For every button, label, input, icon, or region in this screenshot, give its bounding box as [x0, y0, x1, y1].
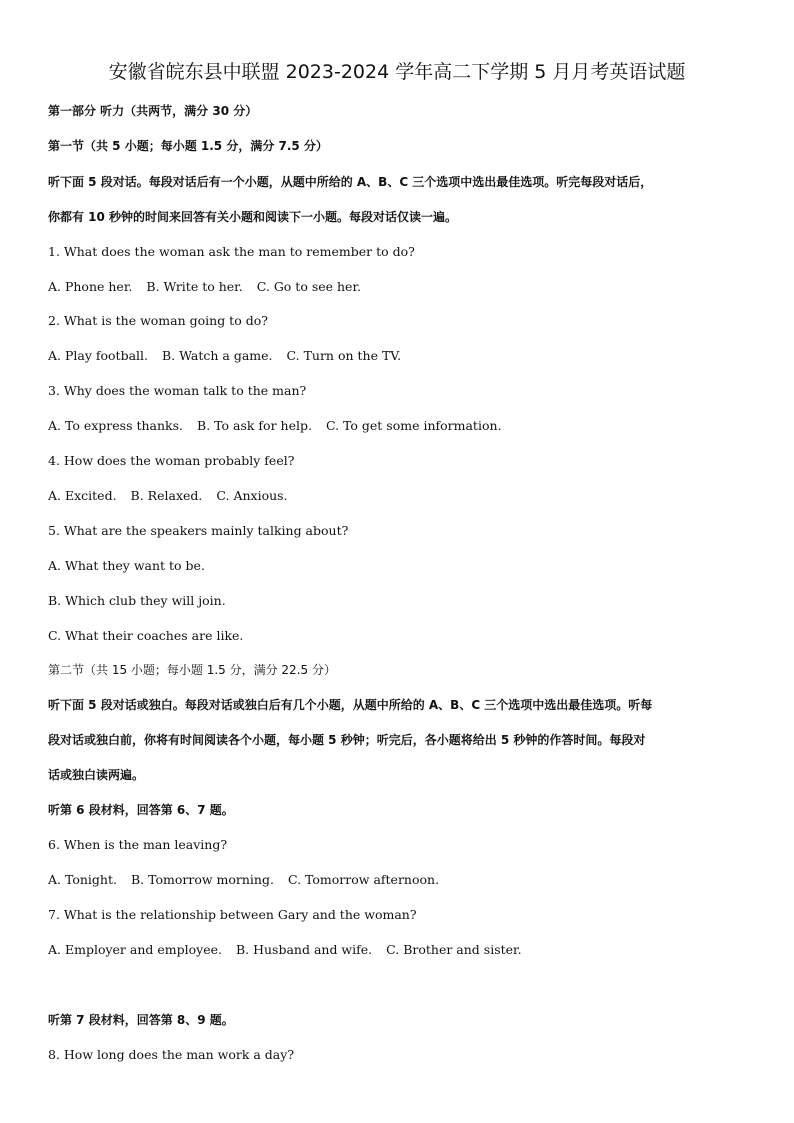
question-5-option-b: B. Which club they will join. [48, 593, 226, 608]
option-c: C. Tomorrow afternoon. [287, 872, 440, 887]
option-a: A. Tonight. [48, 872, 117, 887]
question-2-options [48, 346, 758, 366]
option-b: B. Tomorrow morning. [130, 872, 274, 887]
material-7-heading: 听第 7 段材料，回答第 8、9 题。 [48, 1013, 234, 1027]
section1-instructions-line-2: 你都有 10 秒钟的时间来回答有关小题和阅读下一小题。每段对话仅读一遍。 [48, 210, 458, 224]
option-a: A. To express thanks. [48, 418, 184, 433]
option-b: B. Watch a game. [162, 348, 273, 363]
question-4: 4. How does the woman probably feel? [48, 453, 295, 468]
option-c: C. Brother and sister. [386, 942, 522, 957]
section2-instructions-line-1: 听下面 5 段对话或独白。每段对话或独白后有几个小题，从题中所给的 A、B、C 三个选项中选出最佳选项。听每 [48, 698, 653, 712]
question-7: 7. What is the relationship between Gary and the woman? [48, 907, 417, 922]
question-5-option-c: C. What their coaches are like. [48, 628, 244, 643]
option-b: B. To ask for help. [197, 418, 312, 433]
option-b: B. Husband and wife. [235, 942, 373, 957]
part1-heading: 第一部分 听力（共两节，满分 30 分） [48, 104, 258, 118]
question-8: 8. How long does the man work a day? [48, 1047, 295, 1062]
option-c: C. Turn on the TV. [286, 348, 402, 363]
option-a: A. Excited. [48, 488, 117, 503]
option-b: B. Relaxed. [130, 488, 203, 503]
option-c: C. To get some information. [325, 418, 502, 433]
question-6: 6. When is the man leaving? [48, 837, 228, 852]
option-a: A. Phone her. [48, 279, 133, 294]
option-a: A. Employer and employee. [48, 942, 222, 957]
question-5: 5. What are the speakers mainly talking about? [48, 523, 349, 538]
question-7-options [48, 940, 758, 960]
question-2: 2. What is the woman going to do? [48, 313, 268, 328]
question-5-option-a: A. What they want to be. [48, 558, 205, 573]
question-3: 3. Why does the woman talk to the man? [48, 383, 307, 398]
question-3-options [48, 416, 758, 436]
section2-instructions-line-2: 段对话或独白前，你将有时间阅读各个小题，每小题 5 秒钟；听完后，各小题将给出 5 秒钟的作答时间。每段对 [48, 733, 646, 747]
section1-instructions-line-1: 听下面 5 段对话。每段对话后有一个小题，从题中所给的 A、B、C 三个选项中选出最佳选项。听完每段对话后， [48, 175, 653, 189]
question-6-options [48, 870, 758, 890]
section2-instructions-line-3: 话或独白读两遍。 [48, 768, 145, 782]
option-c: C. Anxious. [216, 488, 288, 503]
question-4-options [48, 486, 758, 506]
option-b: B. Write to her. [146, 279, 243, 294]
option-a: A. Play football. [48, 348, 148, 363]
question-1-options [48, 277, 758, 297]
option-c: C. Go to see her. [256, 279, 362, 294]
section1-heading: 第一节（共 5 小题；每小题 1.5 分，满分 7.5 分） [48, 139, 328, 153]
material-6-heading: 听第 6 段材料，回答第 6、7 题。 [48, 803, 234, 817]
question-1: 1. What does the woman ask the man to remember to do? [48, 244, 415, 259]
exam-title: 安徽省皖东县中联盟 2023-2024 学年高二下学期 5 月月考英语试题 [108, 61, 686, 83]
section2-heading: 第二节（共 15 小题；每小题 1.5 分，满分 22.5 分） [48, 663, 336, 677]
